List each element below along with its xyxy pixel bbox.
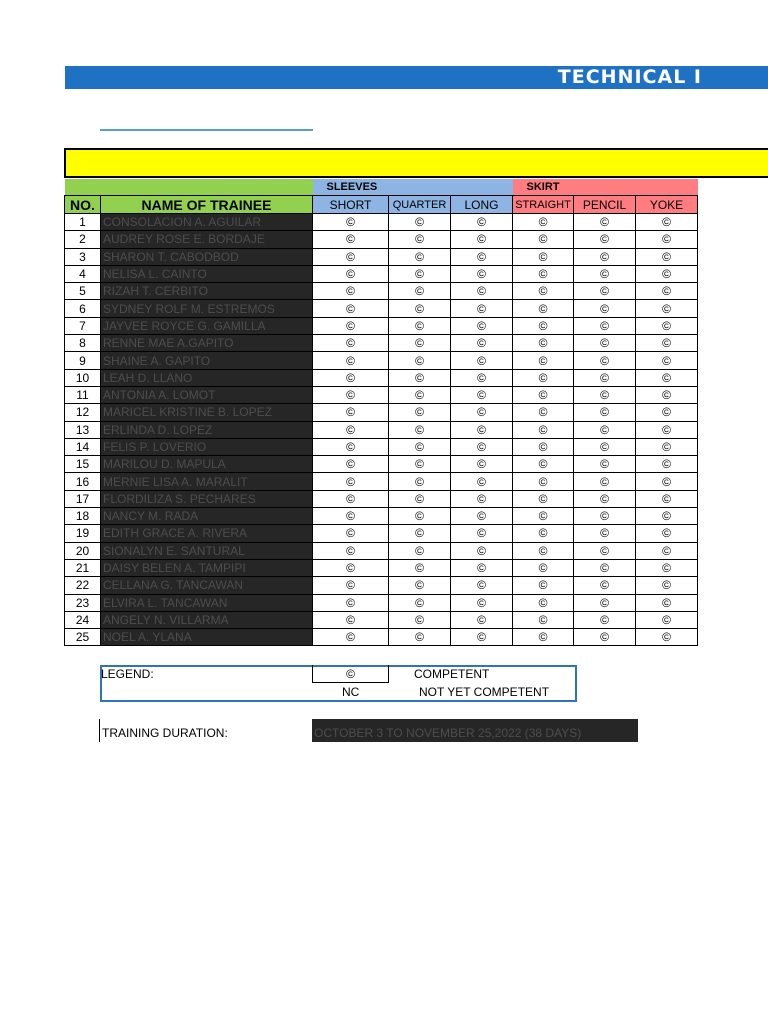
row-number: 18 bbox=[65, 508, 101, 525]
mark-quarter: © bbox=[389, 317, 451, 334]
mark-short: © bbox=[313, 231, 389, 248]
trainee-name: AUDREY ROSE E. BORDAJE bbox=[101, 231, 313, 248]
mark-straight: © bbox=[513, 629, 574, 646]
table-row bbox=[65, 490, 698, 507]
mark-long: © bbox=[451, 525, 513, 542]
row-number: 13 bbox=[65, 421, 101, 438]
mark-short: © bbox=[313, 629, 389, 646]
trainee-name: FELIS P. LOVERIO bbox=[101, 438, 313, 455]
mark-long: © bbox=[451, 629, 513, 646]
mark-short: © bbox=[313, 473, 389, 490]
mark-pencil: © bbox=[574, 248, 636, 265]
mark-yoke: © bbox=[636, 508, 698, 525]
mark-quarter: © bbox=[389, 231, 451, 248]
mark-pencil: © bbox=[574, 508, 636, 525]
mark-yoke: © bbox=[636, 214, 698, 231]
mark-yoke: © bbox=[636, 525, 698, 542]
table-row bbox=[65, 508, 698, 525]
duration-label: TRAINING DURATION: bbox=[102, 726, 228, 740]
mark-yoke: © bbox=[636, 473, 698, 490]
mark-quarter: © bbox=[389, 335, 451, 352]
row-number: 21 bbox=[65, 559, 101, 576]
mark-long: © bbox=[451, 456, 513, 473]
mark-quarter: © bbox=[389, 577, 451, 594]
mark-long: © bbox=[451, 283, 513, 300]
trainee-name: SIONALYN E. SANTURAL bbox=[101, 542, 313, 559]
table-row bbox=[65, 231, 698, 248]
col-no-header: NO. bbox=[65, 196, 101, 214]
mark-yoke: © bbox=[636, 248, 698, 265]
mark-yoke: © bbox=[636, 352, 698, 369]
mark-yoke: © bbox=[636, 369, 698, 386]
row-number: 7 bbox=[65, 317, 101, 334]
mark-quarter: © bbox=[389, 265, 451, 282]
table-row bbox=[65, 438, 698, 455]
mark-yoke: © bbox=[636, 300, 698, 317]
mark-straight: © bbox=[513, 525, 574, 542]
trainee-name: SHARON T. CABODBOD bbox=[101, 248, 313, 265]
mark-pencil: © bbox=[574, 386, 636, 403]
mark-straight: © bbox=[513, 456, 574, 473]
mark-pencil: © bbox=[574, 421, 636, 438]
row-number: 8 bbox=[65, 335, 101, 352]
mark-straight: © bbox=[513, 386, 574, 403]
table-row bbox=[65, 300, 698, 317]
mark-long: © bbox=[451, 577, 513, 594]
mark-pencil: © bbox=[574, 577, 636, 594]
mark-quarter: © bbox=[389, 490, 451, 507]
col-pencil-header: PENCIL bbox=[574, 196, 636, 214]
mark-straight: © bbox=[513, 577, 574, 594]
row-number: 1 bbox=[65, 214, 101, 231]
mark-long: © bbox=[451, 473, 513, 490]
mark-yoke: © bbox=[636, 231, 698, 248]
mark-yoke: © bbox=[636, 559, 698, 576]
mark-short: © bbox=[313, 611, 389, 628]
mark-pencil: © bbox=[574, 352, 636, 369]
mark-yoke: © bbox=[636, 456, 698, 473]
mark-pencil: © bbox=[574, 490, 636, 507]
trainee-table bbox=[64, 179, 698, 646]
mark-quarter: © bbox=[389, 473, 451, 490]
table-row bbox=[65, 629, 698, 646]
duration-marker bbox=[99, 719, 100, 742]
mark-yoke: © bbox=[636, 386, 698, 403]
trainee-name: MARILOU D. MAPULA bbox=[101, 456, 313, 473]
mark-short: © bbox=[313, 386, 389, 403]
mark-short: © bbox=[313, 265, 389, 282]
mark-long: © bbox=[451, 404, 513, 421]
row-number: 15 bbox=[65, 456, 101, 473]
mark-short: © bbox=[313, 214, 389, 231]
mark-straight: © bbox=[513, 438, 574, 455]
mark-long: © bbox=[451, 438, 513, 455]
mark-long: © bbox=[451, 214, 513, 231]
trainee-name: SYDNEY ROLF M. ESTREMOS bbox=[101, 300, 313, 317]
row-number: 11 bbox=[65, 386, 101, 403]
trainee-name: RENNE MAE A.GAPITO bbox=[101, 335, 313, 352]
table-row bbox=[65, 611, 698, 628]
table-row bbox=[65, 283, 698, 300]
mark-short: © bbox=[313, 559, 389, 576]
trainee-name: JAYVEE ROYCE G. GAMILLA bbox=[101, 317, 313, 334]
mark-quarter: © bbox=[389, 214, 451, 231]
mark-short: © bbox=[313, 542, 389, 559]
mark-long: © bbox=[451, 490, 513, 507]
mark-short: © bbox=[313, 577, 389, 594]
title-bar bbox=[65, 66, 768, 89]
mark-long: © bbox=[451, 559, 513, 576]
mark-long: © bbox=[451, 386, 513, 403]
mark-quarter: © bbox=[389, 283, 451, 300]
mark-long: © bbox=[451, 265, 513, 282]
row-number: 4 bbox=[65, 265, 101, 282]
group-header-blank bbox=[101, 179, 313, 196]
mark-short: © bbox=[313, 456, 389, 473]
col-short-header: SHORT bbox=[313, 196, 389, 214]
mark-quarter: © bbox=[389, 300, 451, 317]
mark-pencil: © bbox=[574, 231, 636, 248]
legend-competent-text: COMPETENT bbox=[414, 667, 490, 681]
mark-straight: © bbox=[513, 421, 574, 438]
mark-straight: © bbox=[513, 335, 574, 352]
trainee-name: SHAINE A. GAPITO bbox=[101, 352, 313, 369]
mark-yoke: © bbox=[636, 611, 698, 628]
mark-long: © bbox=[451, 369, 513, 386]
row-number: 10 bbox=[65, 369, 101, 386]
trainee-name: RIZAH T. CERBITO bbox=[101, 283, 313, 300]
mark-quarter: © bbox=[389, 611, 451, 628]
mark-quarter: © bbox=[389, 369, 451, 386]
row-number: 19 bbox=[65, 525, 101, 542]
col-long-header: LONG bbox=[451, 196, 513, 214]
mark-pencil: © bbox=[574, 317, 636, 334]
table-row bbox=[65, 248, 698, 265]
table-row bbox=[65, 335, 698, 352]
row-number: 16 bbox=[65, 473, 101, 490]
trainee-name: ERLINDA D. LOPEZ bbox=[101, 421, 313, 438]
table-row bbox=[65, 404, 698, 421]
mark-yoke: © bbox=[636, 265, 698, 282]
mark-quarter: © bbox=[389, 352, 451, 369]
row-number: 5 bbox=[65, 283, 101, 300]
mark-short: © bbox=[313, 490, 389, 507]
mark-short: © bbox=[313, 283, 389, 300]
mark-short: © bbox=[313, 525, 389, 542]
mark-yoke: © bbox=[636, 404, 698, 421]
mark-yoke: © bbox=[636, 577, 698, 594]
mark-yoke: © bbox=[636, 629, 698, 646]
mark-yoke: © bbox=[636, 542, 698, 559]
table-row bbox=[65, 594, 698, 611]
col-straight-header: STRAIGHT bbox=[513, 196, 574, 214]
mark-straight: © bbox=[513, 490, 574, 507]
mark-straight: © bbox=[513, 559, 574, 576]
row-number: 25 bbox=[65, 629, 101, 646]
trainee-name: EDITH GRACE A. RIVERA bbox=[101, 525, 313, 542]
table-row bbox=[65, 317, 698, 334]
table-row bbox=[65, 214, 698, 231]
duration-value: OCTOBER 3 TO NOVEMBER 25,2022 (38 DAYS) bbox=[312, 719, 638, 742]
mark-straight: © bbox=[513, 611, 574, 628]
table-row bbox=[65, 559, 698, 576]
mark-straight: © bbox=[513, 594, 574, 611]
trainee-name: LEAH D. LLANO bbox=[101, 369, 313, 386]
mark-pencil: © bbox=[574, 438, 636, 455]
mark-long: © bbox=[451, 508, 513, 525]
table-row bbox=[65, 456, 698, 473]
mark-pencil: © bbox=[574, 369, 636, 386]
table-row bbox=[65, 265, 698, 282]
trainee-name: MERNIE LISA A. MARALIT bbox=[101, 473, 313, 490]
table-row bbox=[65, 386, 698, 403]
mark-straight: © bbox=[513, 404, 574, 421]
column-header-row bbox=[65, 196, 698, 214]
group-skirt: SKIRT bbox=[513, 179, 698, 196]
row-number: 3 bbox=[65, 248, 101, 265]
mark-yoke: © bbox=[636, 594, 698, 611]
mark-straight: © bbox=[513, 542, 574, 559]
table-row bbox=[65, 473, 698, 490]
mark-quarter: © bbox=[389, 404, 451, 421]
legend-label: LEGEND: bbox=[101, 667, 154, 681]
legend-nc-symbol: NC bbox=[342, 685, 360, 699]
mark-straight: © bbox=[513, 317, 574, 334]
mark-pencil: © bbox=[574, 283, 636, 300]
mark-pencil: © bbox=[574, 594, 636, 611]
mark-short: © bbox=[313, 352, 389, 369]
row-number: 17 bbox=[65, 490, 101, 507]
mark-long: © bbox=[451, 300, 513, 317]
mark-quarter: © bbox=[389, 559, 451, 576]
table-row bbox=[65, 352, 698, 369]
mark-short: © bbox=[313, 317, 389, 334]
mark-short: © bbox=[313, 421, 389, 438]
mark-long: © bbox=[451, 335, 513, 352]
mark-short: © bbox=[313, 335, 389, 352]
mark-quarter: © bbox=[389, 421, 451, 438]
mark-pencil: © bbox=[574, 265, 636, 282]
trainee-name: NELISA L. CAINTO bbox=[101, 265, 313, 282]
trainee-name: NANCY M. RADA bbox=[101, 508, 313, 525]
mark-quarter: © bbox=[389, 386, 451, 403]
mark-short: © bbox=[313, 369, 389, 386]
mark-pencil: © bbox=[574, 559, 636, 576]
mark-yoke: © bbox=[636, 283, 698, 300]
row-number: 12 bbox=[65, 404, 101, 421]
row-number: 20 bbox=[65, 542, 101, 559]
mark-pencil: © bbox=[574, 404, 636, 421]
mark-long: © bbox=[451, 594, 513, 611]
highlight-band bbox=[64, 148, 768, 178]
mark-pencil: © bbox=[574, 473, 636, 490]
group-header-row bbox=[65, 179, 698, 196]
row-number: 24 bbox=[65, 611, 101, 628]
mark-straight: © bbox=[513, 508, 574, 525]
table-row bbox=[65, 577, 698, 594]
mark-long: © bbox=[451, 542, 513, 559]
mark-pencil: © bbox=[574, 300, 636, 317]
mark-short: © bbox=[313, 508, 389, 525]
row-number: 2 bbox=[65, 231, 101, 248]
mark-quarter: © bbox=[389, 594, 451, 611]
mark-long: © bbox=[451, 611, 513, 628]
trainee-name: FLORDILIZA S. PECHARES bbox=[101, 490, 313, 507]
mark-pencil: © bbox=[574, 629, 636, 646]
mark-quarter: © bbox=[389, 248, 451, 265]
trainee-name: CONSOLACION A. AGUILAR bbox=[101, 214, 313, 231]
mark-short: © bbox=[313, 404, 389, 421]
mark-long: © bbox=[451, 317, 513, 334]
mark-short: © bbox=[313, 438, 389, 455]
col-name-header: NAME OF TRAINEE bbox=[101, 196, 313, 214]
mark-quarter: © bbox=[389, 438, 451, 455]
mark-long: © bbox=[451, 421, 513, 438]
group-sleeves: SLEEVES bbox=[313, 179, 513, 196]
trainee-name: ANGELY N. VILLARMA bbox=[101, 611, 313, 628]
mark-straight: © bbox=[513, 352, 574, 369]
row-number: 6 bbox=[65, 300, 101, 317]
trainee-name: ELVIRA L. TANCAWAN bbox=[101, 594, 313, 611]
legend-competent-symbol: © bbox=[312, 665, 389, 683]
mark-quarter: © bbox=[389, 542, 451, 559]
mark-straight: © bbox=[513, 248, 574, 265]
group-header-blank bbox=[65, 179, 101, 196]
mark-pencil: © bbox=[574, 214, 636, 231]
table-row bbox=[65, 542, 698, 559]
mark-straight: © bbox=[513, 283, 574, 300]
mark-straight: © bbox=[513, 265, 574, 282]
mark-quarter: © bbox=[389, 629, 451, 646]
legend-nc-text: NOT YET COMPETENT bbox=[419, 685, 550, 699]
mark-pencil: © bbox=[574, 335, 636, 352]
mark-pencil: © bbox=[574, 456, 636, 473]
trainee-name: CELLANA G. TANCAWAN bbox=[101, 577, 313, 594]
col-yoke-header: YOKE bbox=[636, 196, 698, 214]
mark-long: © bbox=[451, 352, 513, 369]
table-row bbox=[65, 525, 698, 542]
table-row bbox=[65, 369, 698, 386]
mark-straight: © bbox=[513, 214, 574, 231]
mark-straight: © bbox=[513, 300, 574, 317]
row-number: 9 bbox=[65, 352, 101, 369]
mark-pencil: © bbox=[574, 542, 636, 559]
mark-yoke: © bbox=[636, 438, 698, 455]
mark-yoke: © bbox=[636, 490, 698, 507]
trainee-name: ANTONIA A. LOMOT bbox=[101, 386, 313, 403]
mark-short: © bbox=[313, 248, 389, 265]
mark-straight: © bbox=[513, 369, 574, 386]
mark-quarter: © bbox=[389, 456, 451, 473]
row-number: 14 bbox=[65, 438, 101, 455]
mark-quarter: © bbox=[389, 525, 451, 542]
mark-straight: © bbox=[513, 231, 574, 248]
mark-yoke: © bbox=[636, 317, 698, 334]
mark-yoke: © bbox=[636, 335, 698, 352]
trainee-name: MARICEL KRISTINE B. LOPEZ bbox=[101, 404, 313, 421]
trainee-name: DAISY BELEN A. TAMPIPI bbox=[101, 559, 313, 576]
mark-short: © bbox=[313, 594, 389, 611]
row-number: 23 bbox=[65, 594, 101, 611]
underline-field bbox=[100, 129, 313, 131]
trainee-name: NOEL A. YLANA bbox=[101, 629, 313, 646]
page-title: TECHNICAL I bbox=[557, 66, 702, 88]
mark-straight: © bbox=[513, 473, 574, 490]
table-row bbox=[65, 421, 698, 438]
mark-pencil: © bbox=[574, 525, 636, 542]
mark-short: © bbox=[313, 300, 389, 317]
mark-quarter: © bbox=[389, 508, 451, 525]
mark-long: © bbox=[451, 248, 513, 265]
col-quarter-header: QUARTER bbox=[389, 196, 451, 214]
row-number: 22 bbox=[65, 577, 101, 594]
mark-pencil: © bbox=[574, 611, 636, 628]
mark-yoke: © bbox=[636, 421, 698, 438]
mark-long: © bbox=[451, 231, 513, 248]
